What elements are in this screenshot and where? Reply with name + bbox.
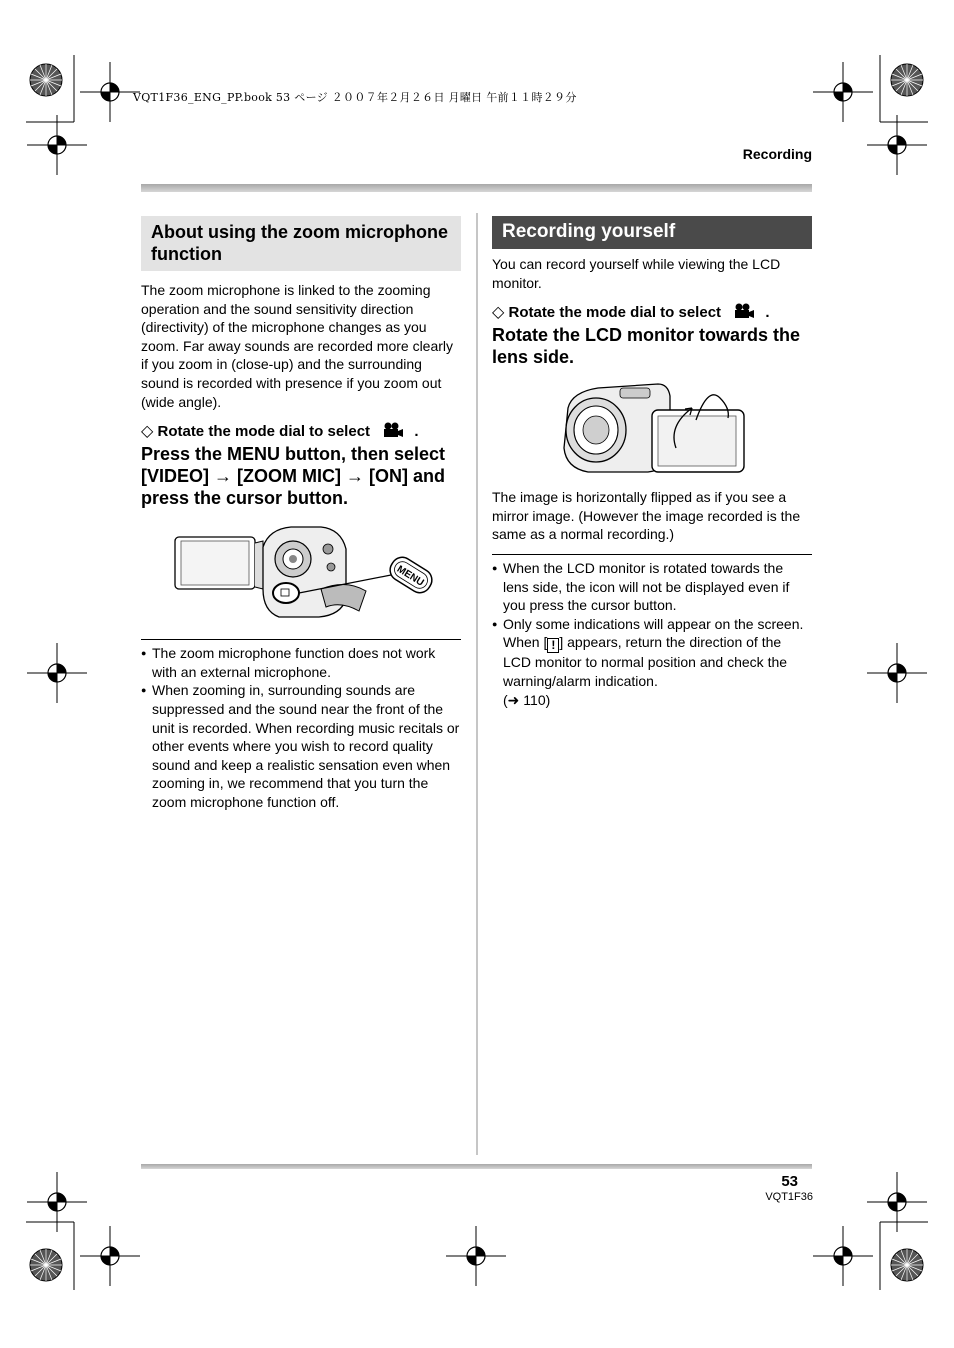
right-column: [492, 216, 812, 709]
mode-dial-step-text: Rotate the mode dial to select: [508, 304, 722, 322]
recording-yourself-notes: [492, 559, 812, 709]
menu-zoom-mic-step: Press the MENU button, then select [VIDEO] → [ZOOM MIC] → [ON] and press the cursor button.: [141, 444, 446, 509]
camera-lcd-rotated-illustration: [558, 378, 748, 478]
top-rule: [141, 184, 812, 192]
warning-icon: !: [547, 638, 559, 653]
list-item: ● The zoom microphone function does not work with an external microphone.: [141, 644, 461, 681]
right-divider: [492, 554, 812, 555]
list-item: ● When zooming in, surrounding sounds are suppressed and the sound near the front of the unit is recorded. When recording music recitals or other events where you wish to record quality sound and keep a realistic sensation even when zooming in, we recommend that you turn the zoom microphone function off.: [141, 681, 461, 811]
page-number: 53: [781, 1173, 798, 1190]
recording-yourself-heading: Recording yourself: [492, 216, 812, 249]
video-mode-icon: [733, 303, 755, 319]
mode-dial-step: ◇ Rotate the mode dial to select .: [141, 423, 419, 441]
zoom-mic-intro: The zoom microphone is linked to the zooming operation and the sound sensitivity direction (directivity) of the microphone changes as you zoom. Far away sounds are recorded more clearly if you zoom in (close-up) and the surrounding sound is recorded with presence if you zoom out (wide angle).: [141, 282, 454, 410]
diamond-icon: ◇: [492, 304, 505, 322]
bottom-rule: [141, 1164, 812, 1169]
zoom-mic-notes: [141, 644, 461, 811]
document-code: VQT1F36: [765, 1191, 813, 1203]
zoom-mic-heading: About using the zoom microphone function: [141, 216, 461, 271]
list-item: ● Only some indications will appear on the screen. When [ ! ] appears, return the direction of the LCD monitor to normal position and check the warning/alarm indication. (➜ 110): [492, 615, 812, 709]
list-item: ● When the LCD monitor is rotated towards the lens side, the icon will not be displayed even if you press the cursor button.: [492, 559, 812, 615]
video-mode-icon: [382, 422, 404, 438]
mode-dial-step-right: ◇ Rotate the mode dial to select .: [492, 304, 770, 322]
recording-yourself-intro: You can record yourself while viewing the LCD monitor.: [492, 256, 781, 291]
camera-menu-illustration: [141, 519, 461, 629]
rotate-lcd-step: Rotate the LCD monitor towards the lens side.: [492, 325, 801, 368]
mode-dial-step-text: Rotate the mode dial to select: [157, 423, 371, 441]
menu-button-label: MENU: [394, 563, 426, 589]
column-divider: [476, 213, 478, 1155]
left-divider: [141, 639, 461, 640]
section-title: Recording: [742, 146, 812, 162]
left-column: [141, 216, 461, 812]
diamond-icon: ◇: [141, 423, 154, 441]
page-reference: (➜ 110): [503, 691, 551, 708]
printer-slug: VQT1F36_ENG_PP.book 53 ページ ２００７年２月２６日 月曜日 午前１１時２９分: [133, 91, 577, 104]
mirror-image-note: The image is horizontally flipped as if you see a mirror image. (However the image recorded is the same as a normal recording.): [492, 489, 801, 543]
